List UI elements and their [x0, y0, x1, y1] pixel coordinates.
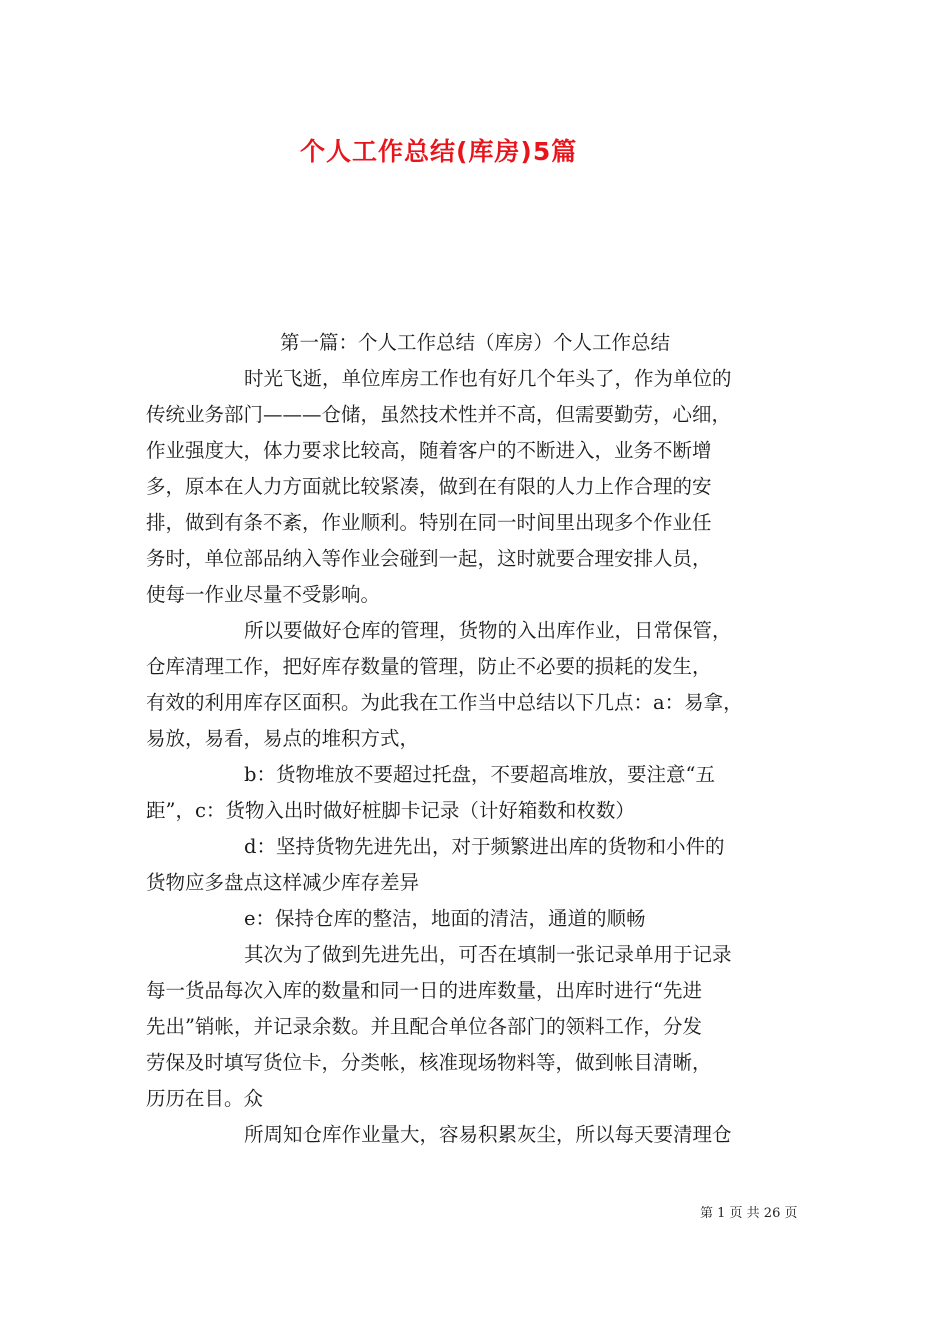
body-line: 货物应多盘点这样减少库存差异 — [146, 871, 420, 894]
body-line: 易放，易看，易点的堆积方式， — [146, 727, 420, 750]
body-line: 其次为了做到先进先出，可否在填制一张记录单用于记录 — [244, 943, 732, 966]
body-line: 时光飞逝，单位库房工作也有好几个年头了，作为单位的 — [244, 367, 732, 390]
body-line: 排，做到有条不紊，作业顺利。特别在同一时间里出现多个作业任 — [146, 511, 712, 534]
body-line: b：货物堆放不要超过托盘，不要超高堆放，要注意“五 — [244, 763, 715, 786]
body-line: 多，原本在人力方面就比较紧凑，做到在有限的人力上作合理的安 — [146, 475, 712, 498]
body-line: 有效的利用库存区面积。为此我在工作当中总结以下几点：a：易拿， — [146, 691, 743, 714]
body-line: 作业强度大，体力要求比较高，随着客户的不断进入，业务不断增 — [146, 439, 712, 462]
body-line: 所周知仓库作业量大，容易积累灰尘，所以每天要清理仓 — [244, 1123, 732, 1146]
body-line: 第一篇：个人工作总结（库房）个人工作总结 — [280, 331, 671, 354]
document-title: 个人工作总结(库房)5篇 — [300, 137, 578, 166]
document-body — [146, 325, 808, 1153]
body-line: d：坚持货物先进先出，对于频繁进出库的货物和小件的 — [244, 835, 725, 858]
body-line: 每一货品每次入库的数量和同一日的进库数量，出库时进行“先进 — [146, 979, 702, 1002]
page-number: 第 1 页 共 26 页 — [700, 1206, 798, 1221]
body-line: 劳保及时填写货位卡，分类帐，核准现场物料等，做到帐目清晰， — [146, 1051, 712, 1074]
body-line: e：保持仓库的整洁，地面的清洁，通道的顺畅 — [244, 907, 646, 930]
body-line: 使每一作业尽量不受影响。 — [146, 583, 381, 606]
body-line: 历历在目。众 — [146, 1087, 264, 1110]
body-line: 距”，c：货物入出时做好桩脚卡记录（计好箱数和枚数） — [146, 799, 635, 822]
body-line: 仓库清理工作，把好库存数量的管理，防止不必要的损耗的发生， — [146, 655, 712, 678]
body-line: 务时，单位部品纳入等作业会碰到一起，这时就要合理安排人员， — [146, 547, 712, 570]
body-line: 传统业务部门———仓储，虽然技术性并不高，但需要勤劳，心细， — [146, 403, 732, 426]
body-line: 所以要做好仓库的管理，货物的入出库作业，日常保管， — [244, 619, 732, 642]
body-line: 先出”销帐，并记录余数。并且配合单位各部门的领料工作，分发 — [146, 1015, 702, 1038]
